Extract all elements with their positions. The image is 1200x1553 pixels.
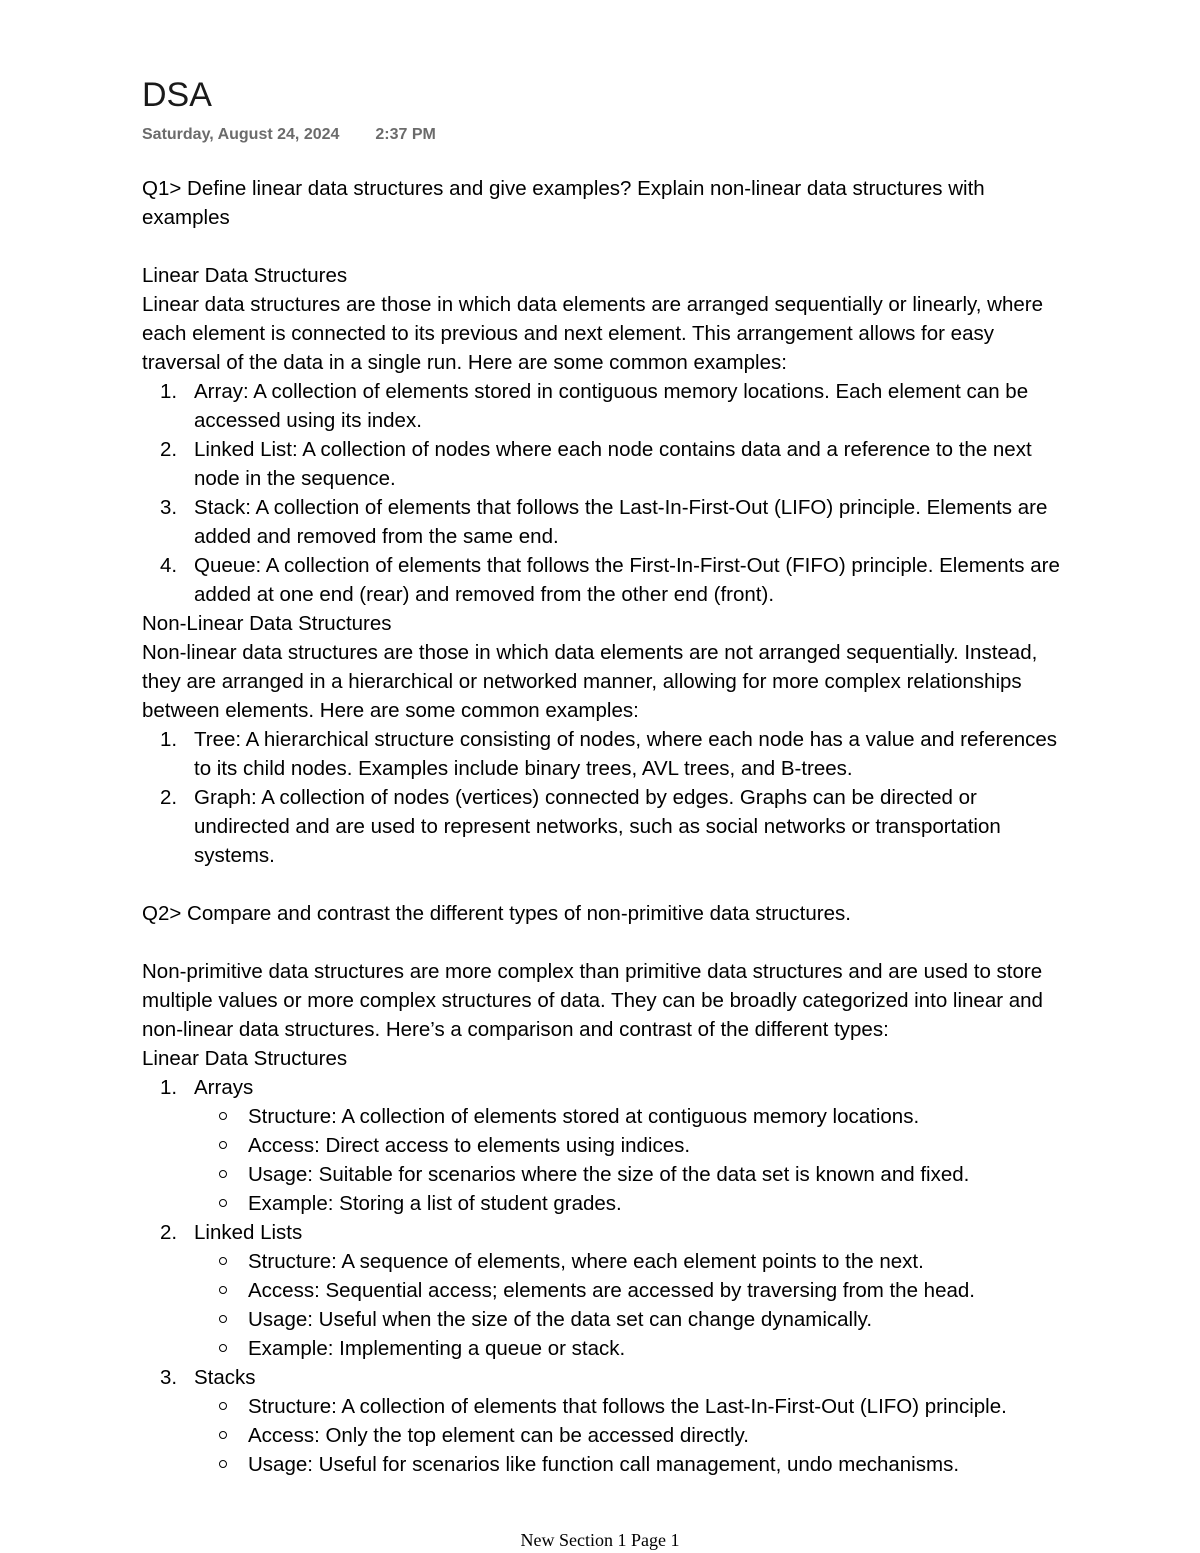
list-item: 2. Graph: A collection of nodes (vertices) connected by edges. Graphs can be directed or undirected and are used to represent networks, such as social networks or transportation systems.	[160, 786, 1001, 867]
list-item: 1. Array: A collection of elements stored in contiguous memory locations. Each element can be accessed using its index.	[160, 380, 1029, 432]
list-item-text: Queue: A collection of elements that follows the First-In-First-Out (FIFO) principle. Elements are added at one end (rear) and removed from the other end (front).	[194, 554, 1060, 606]
sub-list-item	[142, 1276, 1072, 1305]
sub-item-text: Structure: A collection of elements stored at contiguous memory locations.	[248, 1105, 920, 1128]
q1-nonlinear-list	[142, 725, 1072, 870]
sub-item-text: Access: Direct access to elements using indices.	[248, 1134, 691, 1157]
sub-list-item	[142, 1102, 1072, 1131]
q2-linear-heading: Linear Data Structures	[142, 1047, 348, 1070]
dateline	[142, 126, 1072, 150]
q2-intro: Non-primitive data structures are more complex than primitive data structures and are used to store multiple values or more complex structures of data. They can be broadly categorized into linear and non-linear data structures. Here’s a comparison and contrast of the different types:	[142, 960, 1043, 1041]
q1-nonlinear-intro: Non-linear data structures are those in which data elements are not arranged sequentially. Instead, they are arranged in a hierarchical or networked manner, allowing for more complex relationships between elements. Here are some common examples:	[142, 641, 1038, 722]
list-item-text: Graph: A collection of nodes (vertices) connected by edges. Graphs can be directed or undirected and are used to represent networks, such as social networks or transportation systems.	[194, 786, 1001, 867]
list-item-text: Stack: A collection of elements that follows the Last-In-First-Out (LIFO) principle. Elements are added and removed from the same end.	[194, 496, 1048, 548]
sub-list-item	[142, 1450, 1072, 1479]
q1-linear-list	[142, 377, 1072, 609]
note-body	[142, 174, 1072, 1479]
q2-question: Q2> Compare and contrast the different types of non-primitive data structures.	[142, 902, 851, 925]
sub-list	[194, 1102, 1072, 1218]
q2-types-list	[142, 1073, 1072, 1479]
sub-item-text: Example: Implementing a queue or stack.	[248, 1337, 626, 1360]
sub-list-item	[142, 1334, 1072, 1363]
list-item-text: Array: A collection of elements stored in contiguous memory locations. Each element can be accessed using its index.	[194, 380, 1029, 432]
page-footer: New Section 1 Page 1	[520, 1530, 680, 1550]
page-title: DSA	[142, 76, 212, 114]
sub-list-item	[142, 1247, 1072, 1276]
list-item: 3. Stacks Structure: A collection of elements that follows the Last-In-First-Out (LIFO) principle. Access: Only the top element can be accessed directly. Usage: Useful for scenarios like function call management, undo mechanisms.	[142, 1363, 1072, 1479]
q1-linear-intro: Linear data structures are those in which data elements are arranged sequentially or linearly, where each element is connected to its previous and next element. This arrangement allows for easy traversal of the data in a single run. Here are some common examples:	[142, 293, 1043, 374]
list-item: 1. Arrays Structure: A collection of elements stored at contiguous memory locations. Access: Direct access to elements using indices. Usage: Suitable for scenarios where the size of the data set is known and fixed. Example: Storing a list of student grades.	[142, 1073, 1072, 1218]
sub-list	[194, 1392, 1072, 1479]
note-content	[142, 72, 1072, 1479]
sub-list-item	[142, 1305, 1072, 1334]
sub-item-text: Usage: Suitable for scenarios where the size of the data set is known and fixed.	[248, 1163, 970, 1186]
list-item: 4. Queue: A collection of elements that follows the First-In-First-Out (FIFO) principle. Elements are added at one end (rear) and removed from the other end (front).	[160, 554, 1060, 606]
list-item: 2. Linked Lists Structure: A sequence of elements, where each element points to the next. Access: Sequential access; elements are accessed by traversing from the head. Usage: Useful when the size of the data set can change dynamically. Example: Implementing a queue or stack.	[142, 1218, 1072, 1363]
sub-list-item	[142, 1189, 1072, 1218]
list-item-text: Linked List: A collection of nodes where each node contains data and a reference to the next node in the sequence.	[194, 438, 1032, 490]
list-item: 3. Stack: A collection of elements that follows the Last-In-First-Out (LIFO) principle. Elements are added and removed from the same end.	[160, 496, 1048, 548]
type-name: Stacks	[194, 1366, 256, 1389]
q1-linear-heading: Linear Data Structures	[142, 264, 348, 287]
sub-item-text: Example: Storing a list of student grades.	[248, 1192, 622, 1215]
sub-list	[194, 1247, 1072, 1363]
type-name: Linked Lists	[194, 1221, 303, 1244]
sub-list-item	[142, 1160, 1072, 1189]
sub-item-text: Access: Sequential access; elements are accessed by traversing from the head.	[248, 1279, 975, 1302]
note-date: Saturday, August 24, 2024	[142, 126, 340, 143]
sub-item-text: Structure: A sequence of elements, where each element points to the next.	[248, 1250, 924, 1273]
list-item: 2. Linked List: A collection of nodes where each node contains data and a reference to the next node in the sequence.	[160, 438, 1032, 490]
list-item-text: Tree: A hierarchical structure consisting of nodes, where each node has a value and references to its child nodes. Examples include binary trees, AVL trees, and B-trees.	[194, 728, 1058, 780]
q1-nonlinear-heading: Non-Linear Data Structures	[142, 612, 392, 635]
note-time: 2:37 PM	[375, 126, 436, 143]
sub-list-item	[142, 1421, 1072, 1450]
list-item: 1. Tree: A hierarchical structure consisting of nodes, where each node has a value and references to its child nodes. Examples include binary trees, AVL trees, and B-trees.	[160, 728, 1058, 780]
sub-item-text: Usage: Useful for scenarios like function call management, undo mechanisms.	[248, 1453, 960, 1476]
q1-question: Q1> Define linear data structures and give examples? Explain non-linear data structures with examples	[142, 177, 985, 229]
sub-item-text: Access: Only the top element can be accessed directly.	[248, 1424, 749, 1447]
type-name: Arrays	[194, 1076, 254, 1099]
sub-list-item	[142, 1392, 1072, 1421]
sub-list-item	[142, 1131, 1072, 1160]
sub-item-text: Usage: Useful when the size of the data set can change dynamically.	[248, 1308, 873, 1331]
sub-item-text: Structure: A collection of elements that follows the Last-In-First-Out (LIFO) principle.	[248, 1395, 1007, 1418]
